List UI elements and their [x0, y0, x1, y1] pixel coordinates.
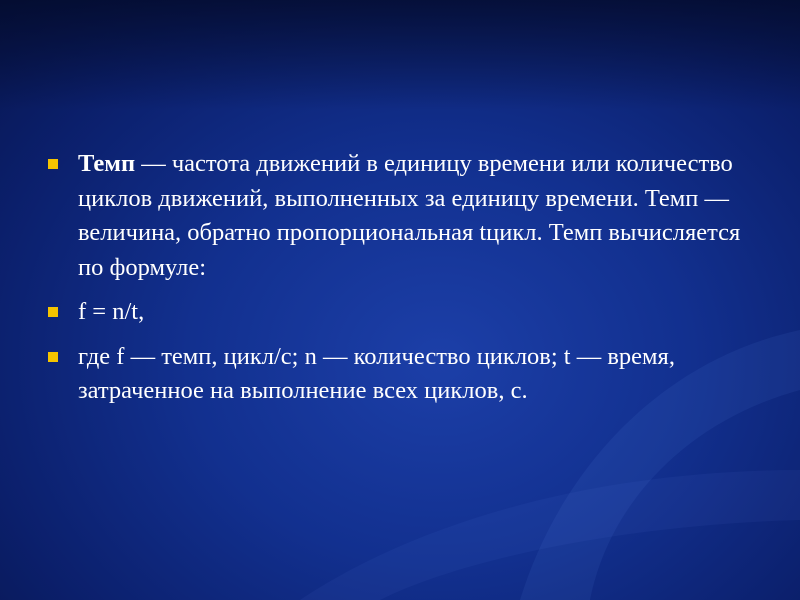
bullet-item-definition [48, 147, 748, 285]
bullet-item-legend [48, 340, 748, 409]
formula-text: f = n/t, [78, 298, 145, 325]
square-bullet-icon [48, 307, 58, 317]
legend-text: где f — темп, цикл/с; n — количество циклов; t — время, затраченное на выполнение всех циклов, с. [78, 342, 675, 404]
definition-text: — частота движений в единицу времени или количество циклов движений, выполненных за единицу времени. Темп — величина, обратно пропорциональная tцикл. Темп вычисляется по формуле: [78, 150, 741, 281]
slide-body [48, 147, 748, 419]
square-bullet-icon [48, 352, 58, 362]
bullet-item-formula [48, 295, 748, 330]
term-label: Темп [78, 150, 136, 177]
square-bullet-icon [48, 159, 58, 169]
